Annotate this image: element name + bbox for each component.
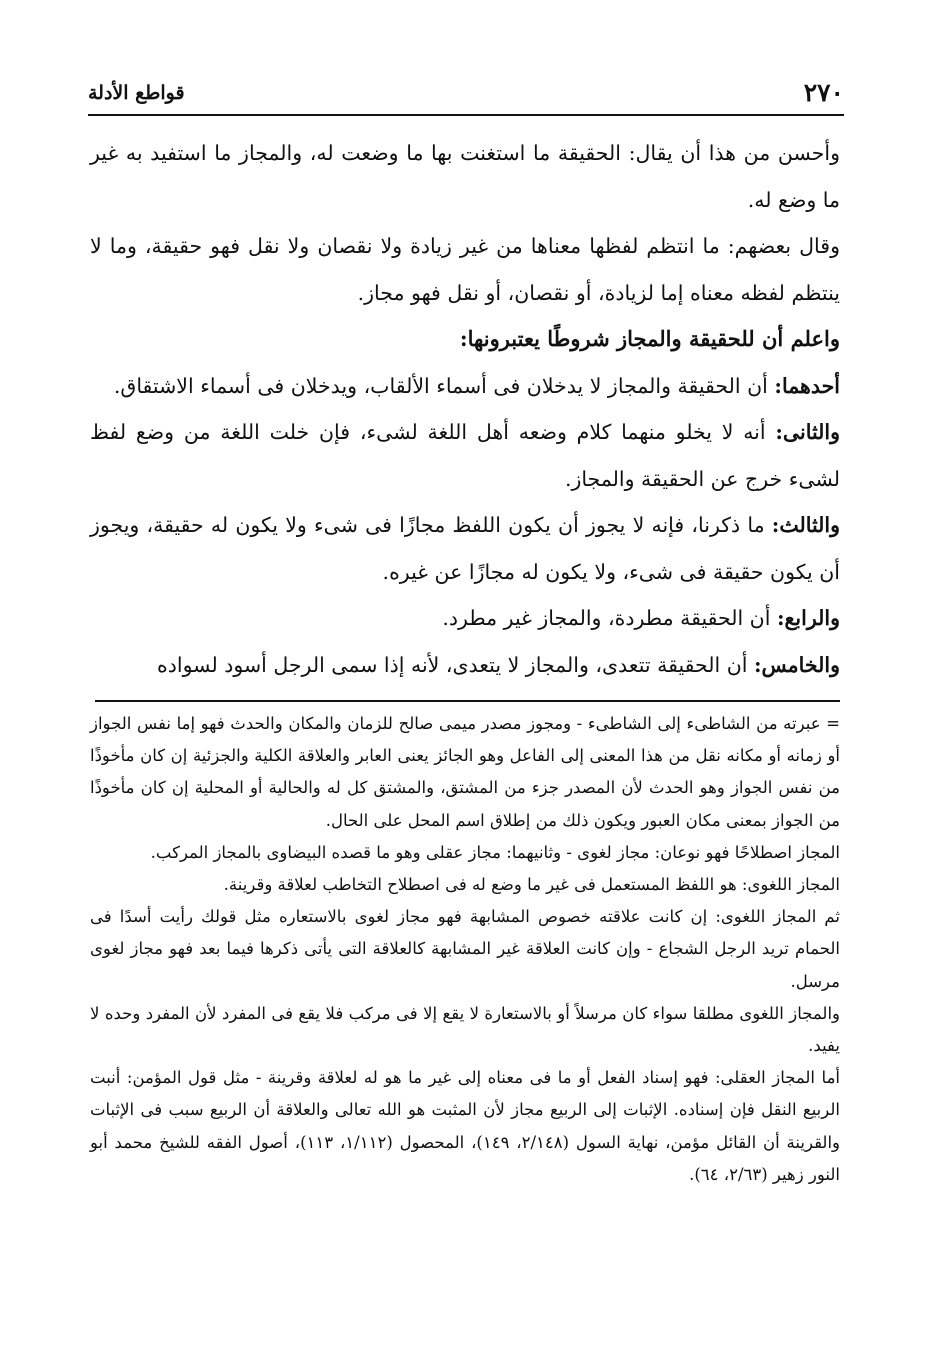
footnote-linguistic-majaz: المجاز اللغوى: هو اللفظ المستعمل فى غير ما وضع له فى اصطلاح التخاطب لعلاقة وقرينة. <box>223 875 840 895</box>
condition-2 <box>90 409 840 502</box>
condition-5 <box>90 642 840 689</box>
paragraph-definition: وأحسن من هذا أن يقال: الحقيقة ما استغنت بها ما وضعت له، والمجاز ما استفيد به غير ما وضع له. <box>90 141 840 212</box>
condition-3-text: ما ذكرنا، فإنه لا يجوز أن يكون اللفظ مجازًا فى شىء ولا يكون له حقيقة، ويجوز أن يكون حقيقة فى شىء، ولا يكون له مجازًا عن غيره. <box>90 513 840 584</box>
footnote-divider <box>95 700 840 702</box>
running-title: قواطع الأدلة <box>88 82 185 104</box>
footnote-rational-majaz: أما المجاز العقلى: فهو إسناد الفعل أو ما فى معناه إلى غير ما هو له لعلاقة وقرينة - مثل قول المؤمن: أنبت الربيع النقل فإن إسناده. الإثبات إلى الربيع مجاز لأن المثبت هو الله تعالى والعلاقة أن الربيع سبب فى الإثبات والقرينة أن القائل مؤمن، نهاية السول (٢/١٤٨، ١٤٩)، المحصول (١/١١٢، ١١٣)، أصول الفقه للشيخ محمد أبو النور زهير (٢/٦٣، ٦٤). <box>90 1068 841 1184</box>
condition-1-text: أن الحقيقة والمجاز لا يدخلان فى أسماء الألقاب، ويدخلان فى أسماء الاشتقاق. <box>113 373 775 398</box>
footnotes <box>90 708 840 1191</box>
condition-4-lead: والرابع: <box>776 606 840 630</box>
condition-4 <box>90 595 840 642</box>
footnote-linguistic-majaz-scope: والمجاز اللغوى مطلقا سواء كان مرسلاً أو بالاستعارة لا يقع إلا فى مركب فلا يقع فى المفرد لأن المفرد وحده لا يفيد. <box>90 1003 840 1056</box>
page-header <box>88 74 844 116</box>
condition-5-lead: والخامس: <box>753 652 840 677</box>
footnote-majaz-types: المجاز اصطلاحًا فهو نوعان: مجاز لغوى - وثانيهما: مجاز عقلى وهو ما قصده البيضاوى بالمجاز المركب. <box>150 842 840 862</box>
main-text <box>90 130 840 688</box>
footnote-linguistic-majaz-kinds: ثم المجاز اللغوى: إن كانت علاقته خصوص المشابهة فهو مجاز لغوى بالاستعاره مثل قولك رأيت أسدًا فى الحمام تريد الرجل الشجاع - وإن كانت العلاقة غير المشابهة كالعلاقة التى يأتى ذكرها فيما بعد فهو مجاز لغوى مرسل. <box>90 907 840 991</box>
paragraph-other-definition: وقال بعضهم: ما انتظم لفظها معناها من غير زيادة ولا نقصان ولا نقل فهو حقيقة، وما لا ينتظم لفظه معناه إما لزيادة، أو نقصان، أو نقل فهو مجاز. <box>90 234 840 305</box>
page-number: ٢٧٠ <box>803 78 844 107</box>
conditions-heading: واعلم أن للحقيقة والمجاز شروطًا يعتبرونها: <box>459 326 840 351</box>
condition-1-lead: أحدهما: <box>774 373 840 398</box>
condition-3-lead: والثالث: <box>771 513 840 537</box>
condition-3 <box>90 502 840 595</box>
condition-5-text: أن الحقيقة تتعدى، والمجاز لا يتعدى، لأنه إذا سمى الرجل أسود لسواده <box>157 652 754 677</box>
condition-2-text: أنه لا يخلو منهما كلام وضعه أهل اللغة لشىء، فإن خلت اللغة من وضع لفظ لشىء خرج عن الحقيقة والمجاز. <box>90 420 840 491</box>
condition-2-lead: والثانى: <box>775 420 840 444</box>
condition-4-text: أن الحقيقة مطردة، والمجاز غير مطرد. <box>442 606 777 630</box>
footnote-continuation: = عبرته من الشاطىء إلى الشاطىء - ومجوز مصدر ميمى صالح للزمان والمكان والحدث فهو إما نفس الجواز أو زمانه أو مكانه نقل من هذا المعنى إلى الفاعل وهو الجائز يعنى العابر والعلاقة الكلية والجزئية إن كان مأخوذًا من نفس الجواز وهو الحدث لأن المصدر جزء من المشتق، والمشتق كل له والحالية أو المحلية إن كان مأخوذًا من الجواز بمعنى مكان العبور ويكون ذلك من إطلاق اسم المحل على الحال. <box>90 714 840 830</box>
condition-1 <box>90 363 840 410</box>
